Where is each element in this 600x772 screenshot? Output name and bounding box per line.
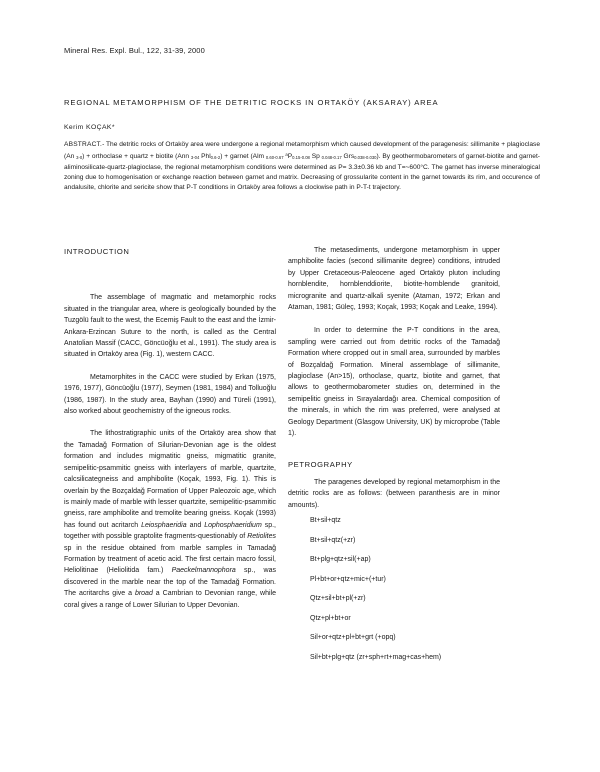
- taxon-name: Retiolites: [247, 533, 276, 541]
- left-column: [64, 246, 276, 611]
- paragenesis-item: Pl+bt+or+qtz+mic+(+tur): [310, 575, 386, 583]
- intro-paragraph-1: The assemblage of magmatic and metamorphic rocks situated in the triangular area, where is geologically bounded by the Tuzgölü fault to the west, the Ecemiş Fault to the east and the İzmir-Ankara-Erzincan Suture to the north, is called as the Central Anatolian Massif (CACC, Göncüoğlu et al., 1991). The study area is situated in Ortaköy area (Fig. 1), western CACC.: [64, 294, 276, 359]
- journal-citation: Mineral Res. Expl. Bul., 122, 31-39, 2000: [64, 46, 205, 55]
- abstract-text: - The detritic rocks of Ortaköy area were undergone a regional metamorphism which caused development of the paragenesis: sillimanite + plagioclase (An: [64, 141, 540, 161]
- subscript: 3-0: [76, 155, 83, 161]
- superscript: a: [285, 152, 288, 158]
- paragenesis-item: Bt+sil+qtz: [310, 517, 341, 525]
- paragenesis-item: Bt+plg+qtz+sil(+ap): [310, 556, 371, 564]
- right-paragraph-2: In order to determine the P-T conditions in the area, sampling were carried out from detritic rocks of the Tamadağ Formation where cropped out in small area, surrounded by marbles of Bozçaldağ Formation. Mineral assemblage of sillimanite, plagioclase (An>15), orthoclase, quartz, biotite and garnet, that allows to geothermobarometer studies on, determined in the semipelitic gneiss in Sırayalardağı area. Chemical composition of the minerals, in which the rim was preferred, were analysed at Geology Department (Glasgow University, UK) by microprobe (Table 1).: [288, 327, 500, 438]
- abstract-text: Grs: [341, 153, 355, 161]
- intro-paragraph-2: Metamorphites in the CACC were studied by Erkan (1975, 1976, 1977), Göncüoğlu (1977), Seymen (1981, 1984) and Tolluoğlu (1986, 1987). In the study area, Bayhan (1990) and Türeli (1991), also worked about geochemistry of the igneous rocks.: [64, 373, 276, 416]
- abstract-text: Phl: [199, 153, 211, 161]
- right-paragraph-1: The metasediments, undergone metamorphism in upper amphibolite facies (second sillimanite degree) conditions, intruded by Upper Cretaceous-Paleocene aged Ortaköy pluton including hornblendite, hornblenddiorite, biotite-hornblende granitoid, microgranite and quartz-alkali syenite (Ataman, 1972; Erkan and Ataman, 1981; Güleç, 1993; Koçak, 1993; Koçak and Leake, 1994).: [288, 247, 500, 312]
- paragenesis-list: [288, 511, 500, 667]
- paragenesis-item: Sil+bt+plg+qtz (zr+sph+rt+mag+cas+hem): [310, 653, 442, 661]
- paragraph-text: and: [186, 521, 205, 529]
- abstract-text: ) + garnet (Alm: [220, 153, 266, 161]
- abstract-text: Sp: [309, 153, 322, 161]
- taxon-name: Lophosphaeridium: [204, 521, 262, 529]
- paragraph-text: sp., was discovered in the marble near the top of the Tamadağ Formation. The acritarchs give a: [64, 567, 276, 598]
- subscript: 0.048-0.17: [321, 155, 342, 161]
- subscript: 0.15-0.08: [292, 155, 310, 161]
- right-column: [288, 245, 500, 667]
- paragraph-text: sp in the residue obtained from marble samples in Tamadağ Formation by treatment of acetic acid. The first certain macro fossil, Heliolitinae (Heliolitida fam.): [64, 544, 276, 575]
- intro-paragraph-3: [64, 428, 276, 611]
- paragenesis-item: Qtz+pl+bt+or: [310, 614, 351, 622]
- abstract-text: ). By geothermobarometers of garnet-biotite and garnet-aliminosilicate-quartz-plagioclase, the regional metamorphism conditions were determined as P= 3.3±0.36 kb and T=~600°C. The garnet has inverse mineralogical zoning due to homogenisation or exchange reaction between garnet and matrix. Decreasing of grossularite content in the garnet towards its rim, and occurence of andalusite, chlorite and sericite show that P-T conditions in Ortaköy area follows a clockwise path in P-T-t trajectory.: [64, 153, 540, 192]
- subscript: 0.038-0.030: [354, 155, 377, 161]
- paragraph-text: sp., together with possible graptolite fragments-questionably of: [64, 521, 277, 541]
- section-heading-petrography: PETROGRAPHY: [288, 459, 353, 469]
- paragenesis-item: Qtz+sil+bt+pl(+zr): [310, 595, 366, 603]
- emphasis: broad: [134, 590, 153, 598]
- subscript: 0.60-0.67: [265, 155, 284, 161]
- paragenesis-item: Bt+sil+qtz(+zr): [310, 536, 356, 544]
- taxon-name: Leiosphaeridia: [141, 521, 187, 529]
- paragraph-text: The lithostratigraphic units of the Ortaköy area show that the Tamadağ Formation of Silurian-Devonian age is the oldest formation and includes migmatitic gneiss, migmatitic granite, semipelitic-psammitic gneiss with interlayers of marble, quartzite, calcsilicategneiss and amphibolite (Koçak, 1993, Fig. 1). This is overlain by the Bozçaldağ Formation of Upper Paleozoic age, which is mainly made of marble with lesser quartzite, semipelitic-psammitic gneiss, rare amphibolite and tremolite bearing gneiss. Koçak (1993) has found out acritarch: [64, 430, 277, 529]
- subscript: 0.6-2: [210, 155, 221, 161]
- abstract-text: P: [287, 153, 293, 161]
- taxon-name: Paeckelmannophora: [171, 567, 236, 575]
- abstract-label: ABSTRACT.: [64, 141, 103, 148]
- paragenesis-item: Sil+or+qtz+pl+bt+grt (+opq): [310, 634, 396, 642]
- author-name: Kerim KOÇAK*: [64, 124, 115, 131]
- paragraph-text: a Cambrian to Devonian range, while coral gives a range of Lower Silurian to Upper Devonian.: [64, 590, 276, 609]
- section-heading-introduction: INTRODUCTION: [64, 247, 130, 256]
- abstract: [64, 140, 540, 193]
- paper-title: REGIONAL METAMORPHISM OF THE DETRITIC ROCKS IN ORTAKÖY (AKSARAY) AREA: [64, 98, 439, 107]
- petrography-paragraph: The paragenes developed by regional metamorphism in the detritic rocks are as follows: (between paranthesis are in minor amounts).: [288, 478, 500, 509]
- subscript: 3-04: [190, 155, 200, 161]
- abstract-text: ) + orthoclase + quartz + biotite (Ann: [82, 153, 191, 161]
